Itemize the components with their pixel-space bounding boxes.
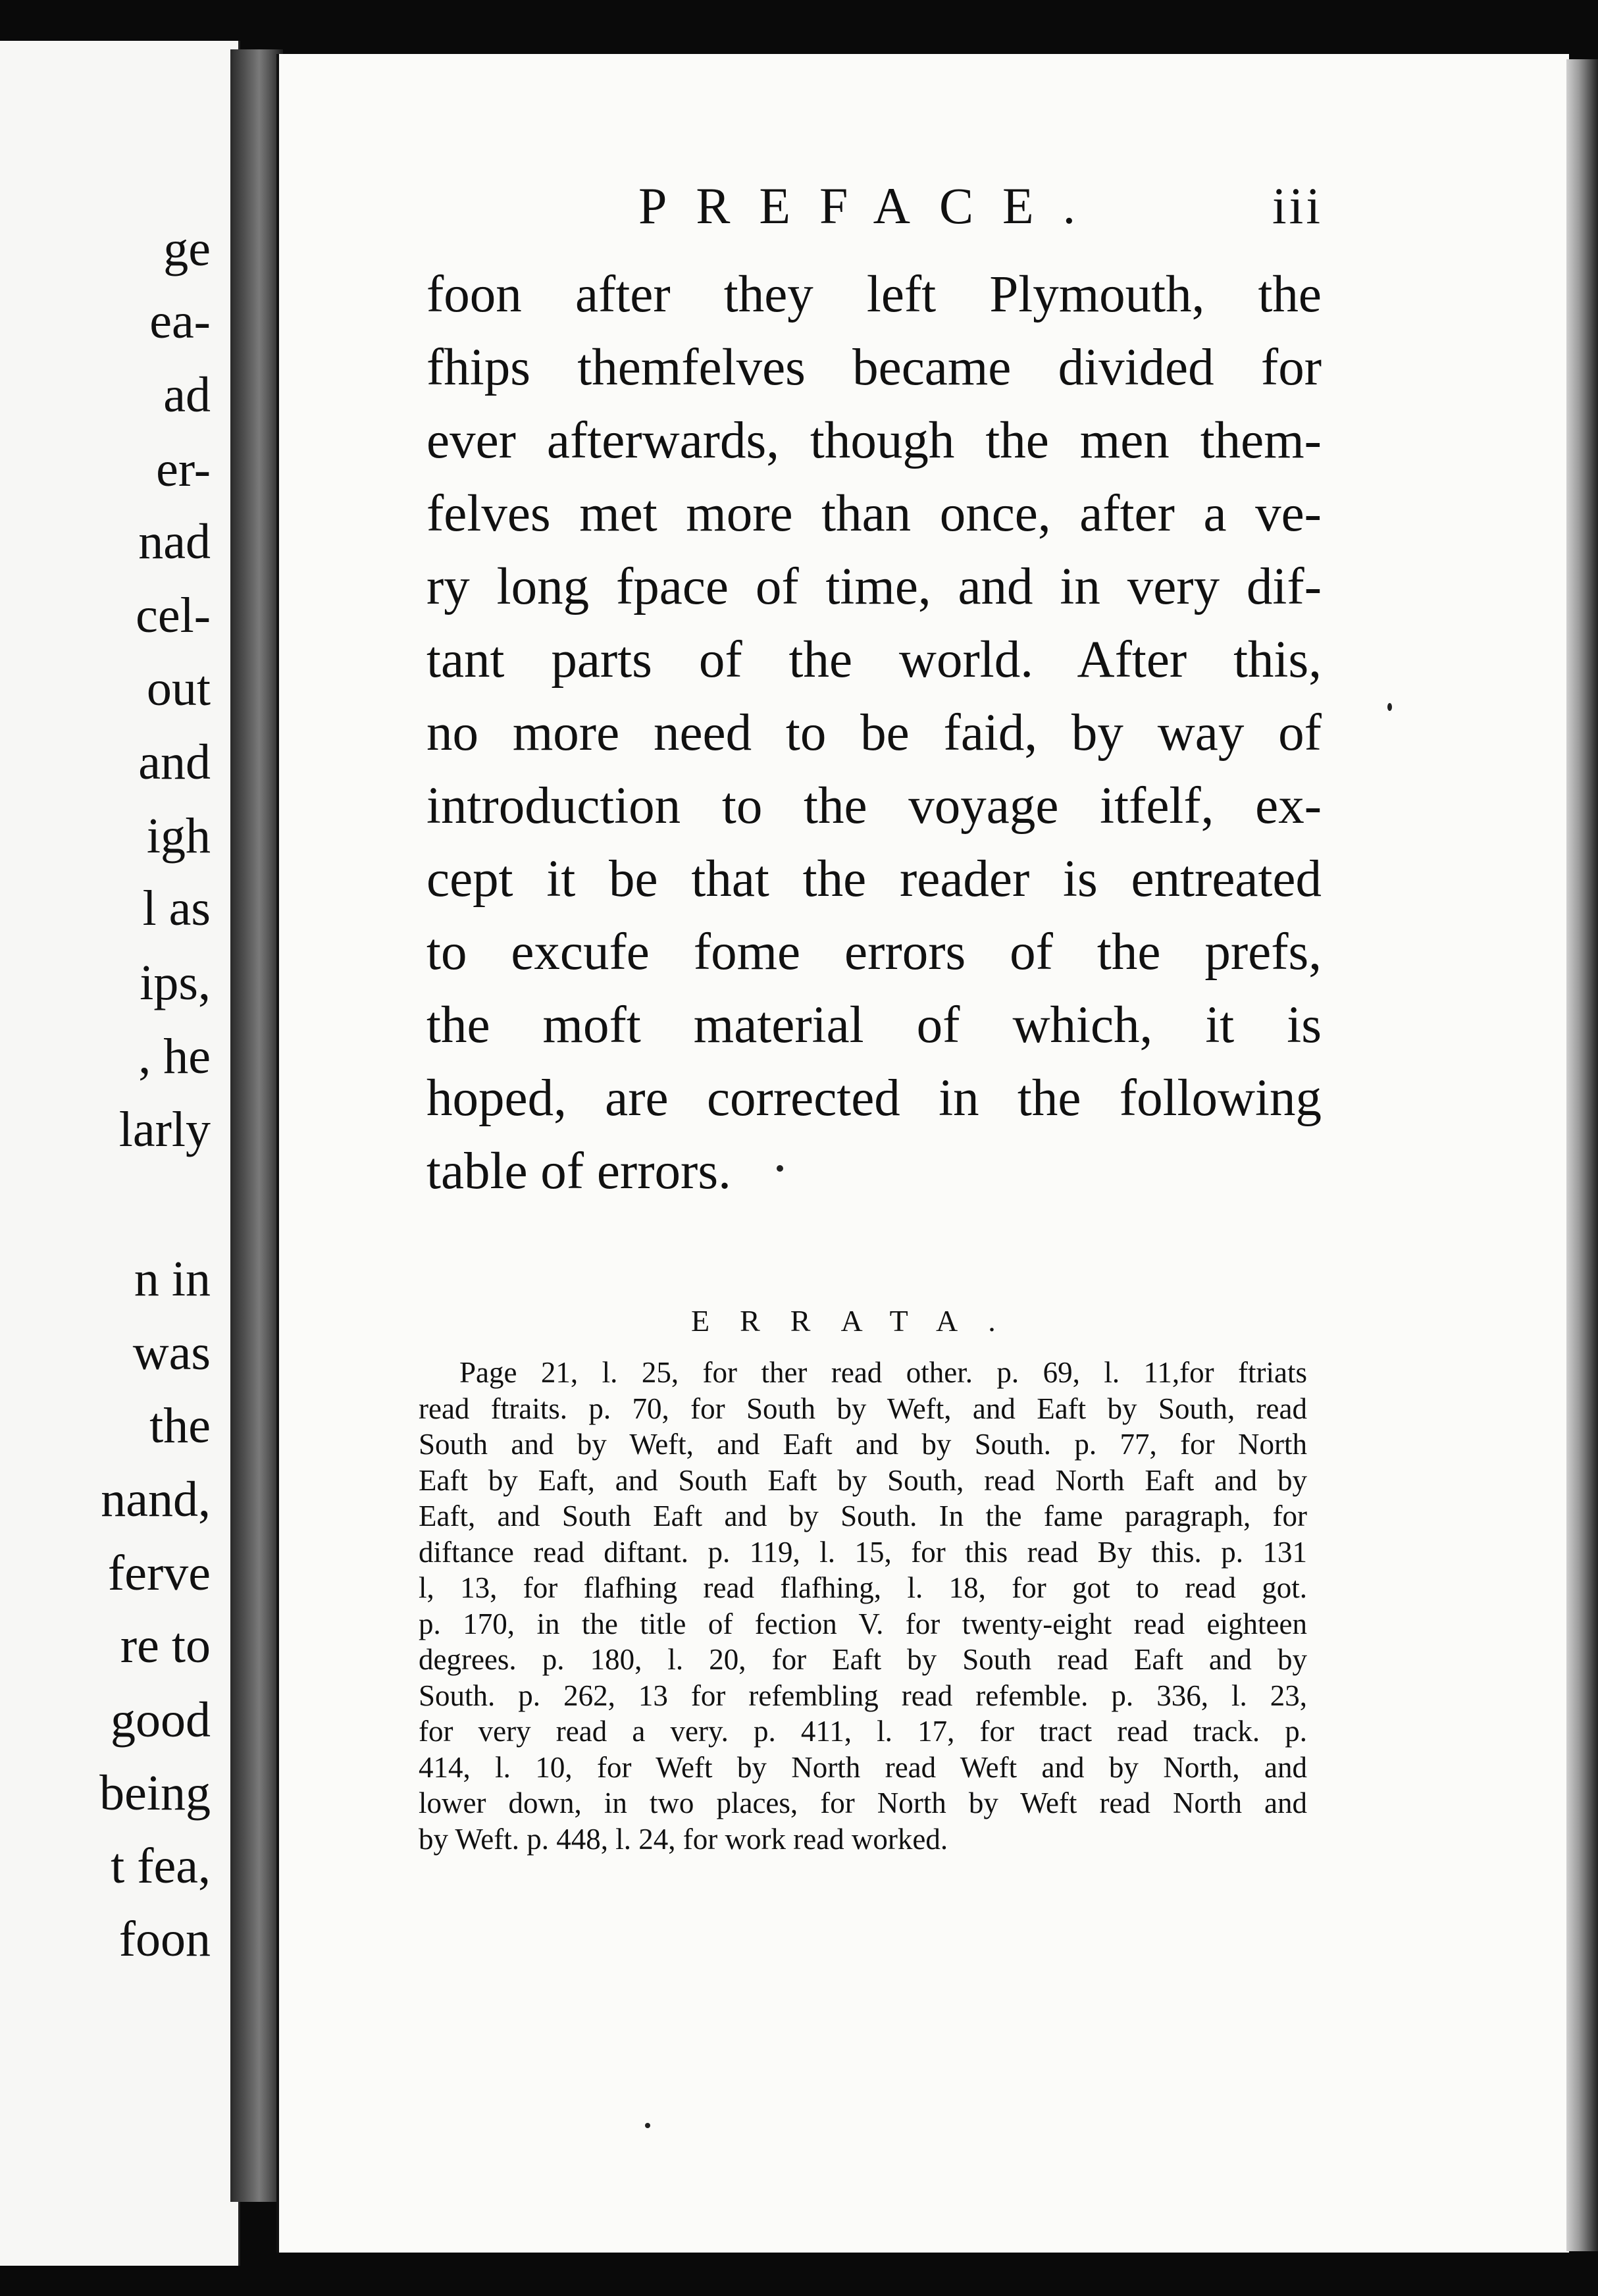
left-page-fragment: ferve xyxy=(107,1546,211,1601)
errata-line: South. p. 262, 13 for refembling read refemble. p. 336, l. 23, xyxy=(419,1679,1307,1712)
page-edge xyxy=(1566,59,1598,2251)
errata-line: p. 170, in the title of fection V. for twenty-eight read eighteen xyxy=(419,1607,1307,1640)
preface-line: to excufe fome errors of the prefs, xyxy=(426,924,1322,981)
left-page-fragment: was xyxy=(132,1325,211,1380)
left-page-fragment: ips, xyxy=(140,955,211,1010)
preface-line: cept it be that the reader is entreated xyxy=(426,850,1322,908)
left-facing-page xyxy=(0,41,240,2266)
ink-speck xyxy=(645,2123,650,2128)
errata-line: l, 13, for flafhing read flafhing, l. 18, for got to read got. xyxy=(419,1571,1307,1604)
left-page-fragment: igh xyxy=(146,808,211,864)
left-page-fragment: larly xyxy=(118,1102,211,1157)
left-page-fragment: cel- xyxy=(136,588,211,643)
running-head: PREFACE. xyxy=(638,177,1105,234)
errata-list xyxy=(419,1355,1307,1857)
preface-line: the moft material of which, it is xyxy=(426,997,1322,1054)
left-page-fragment: re to xyxy=(120,1618,211,1673)
errata-line: South and by Weft, and Eaft and by South. p. 77, for North xyxy=(419,1428,1307,1461)
left-page-fragment: ea- xyxy=(149,294,211,349)
errata-line: lower down, in two places, for North by Weft read North and xyxy=(419,1787,1307,1819)
errata-title: ERRATA. xyxy=(691,1304,1026,1338)
ink-speck xyxy=(777,1165,783,1172)
left-page-fragment: nand, xyxy=(101,1472,211,1527)
preface-body xyxy=(426,258,1322,1208)
preface-line: introduction to the voyage itfelf, ex- xyxy=(426,777,1322,835)
page-header xyxy=(638,176,1323,242)
left-page-fragment: being xyxy=(99,1765,211,1821)
preface-line: foon after they left Plymouth, the xyxy=(426,266,1322,323)
preface-line: ever afterwards, though the men them- xyxy=(426,412,1322,469)
left-page-fragment: n in xyxy=(134,1251,211,1307)
errata-line: for very read a very. p. 411, l. 17, for tract read track. p. xyxy=(419,1715,1307,1748)
errata-line: diftance read diftant. p. 119, l. 15, for this read By this. p. 131 xyxy=(419,1535,1307,1569)
book-gutter xyxy=(230,49,283,2202)
left-page-fragment: foon xyxy=(118,1912,211,1967)
preface-line: fhips themfelves became divided for xyxy=(426,339,1322,396)
errata-line: Eaft, and South Eaft and by South. In the fame paragraph, for xyxy=(419,1500,1307,1532)
ink-speck xyxy=(1387,703,1392,711)
left-page-fragment: ad xyxy=(163,367,211,423)
left-page-fragment: er- xyxy=(156,442,211,497)
errata-line: 414, l. 10, for Weft by North read Weft and by North, and xyxy=(419,1750,1307,1784)
preface-line: table of errors. xyxy=(426,1143,731,1200)
left-page-fragment: and xyxy=(138,735,211,790)
preface-line: hoped, are corrected in the following xyxy=(426,1070,1322,1127)
errata-line: degrees. p. 180, l. 20, for Eaft by South read Eaft and by xyxy=(419,1643,1307,1676)
left-page-fragment: nad xyxy=(138,514,211,569)
preface-line: ry long fpace of time, and in very dif- xyxy=(426,558,1322,615)
left-page-fragment: ge xyxy=(163,221,211,276)
left-page-fragment: t fea, xyxy=(111,1839,211,1894)
left-page-fragment: , he xyxy=(138,1029,211,1084)
left-page-fragment: l as xyxy=(142,881,211,936)
left-page-fragment: the xyxy=(149,1398,211,1453)
errata-line: Page 21, l. 25, for ther read other. p. 69, l. 11,for ftriats xyxy=(459,1356,1307,1389)
left-page-fragment: out xyxy=(146,661,211,716)
left-page-fragment: good xyxy=(111,1692,211,1748)
page-number: iii xyxy=(1272,177,1323,234)
preface-line: felves met more than once, after a ve- xyxy=(426,485,1322,542)
preface-line: tant parts of the world. After this, xyxy=(426,631,1322,689)
errata-line: by Weft. p. 448, l. 24, for work read worked. xyxy=(419,1822,948,1856)
errata-line: read ftraits. p. 70, for South by Weft, and Eaft by South, read xyxy=(419,1392,1307,1425)
errata-line: Eaft by Eaft, and South Eaft by South, read North Eaft and by xyxy=(419,1463,1307,1497)
preface-line: no more need to be faid, by way of xyxy=(426,704,1322,762)
